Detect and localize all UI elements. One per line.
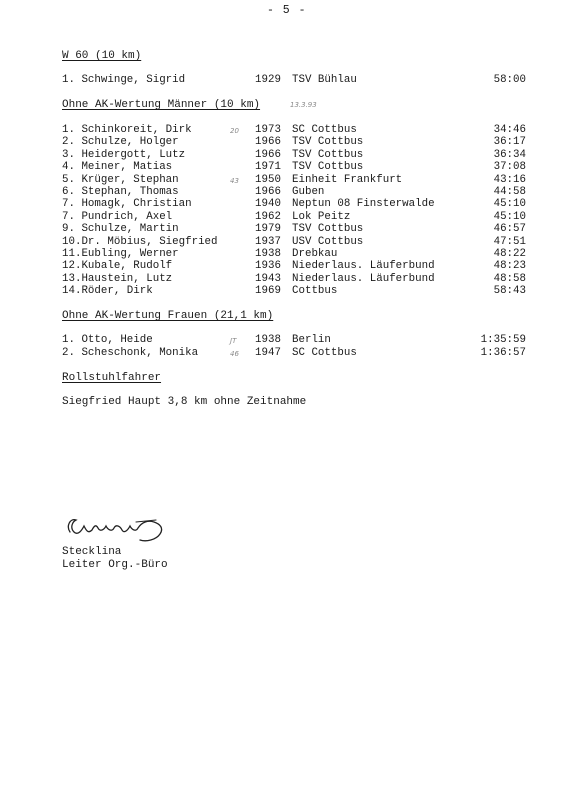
birth-year: 1979	[255, 223, 281, 236]
athlete-name: 3. Heidergott, Lutz	[62, 148, 186, 161]
athlete-name: 1. Schinkoreit, Dirk	[62, 124, 192, 136]
birth-year: 1929	[255, 74, 281, 86]
athlete-name: 1. Otto, Heide	[62, 334, 153, 346]
birth-year: 1966	[255, 148, 281, 161]
handwritten-signature	[64, 508, 184, 548]
birth-year: 1940	[255, 198, 281, 211]
result-row	[0, 273, 526, 286]
result-row	[0, 74, 526, 87]
athlete-name: 1. Schwinge, Sigrid	[62, 74, 186, 86]
birth-year: 1938	[255, 248, 281, 260]
birth-year: 1937	[255, 235, 281, 248]
result-row	[0, 334, 526, 347]
club: TSV Cottbus	[292, 148, 364, 161]
club: Lok Peitz	[292, 210, 351, 223]
athlete-name: 2. Schulze, Holger	[62, 136, 179, 149]
athlete-name: 7. Pundrich, Axel	[62, 210, 173, 223]
athlete-name: 10.Dr. Möbius, Siegfried	[62, 235, 218, 248]
result-row	[0, 211, 526, 224]
club: Cottbus	[292, 285, 338, 298]
club: USV Cottbus	[292, 235, 364, 248]
birth-year: 1969	[255, 285, 281, 298]
birth-year: 1936	[255, 260, 281, 273]
athlete-name: 5. Krüger, Stephan	[62, 173, 179, 186]
club: Einheit Frankfurt	[292, 173, 403, 186]
birth-year: 1966	[255, 136, 281, 149]
club: Neptun 08 Finsterwalde	[292, 198, 435, 211]
birth-year: 1962	[255, 210, 281, 223]
result-row	[0, 124, 526, 137]
signatory-role: Leiter Org.-Büro	[62, 559, 168, 571]
club: TSV Cottbus	[292, 161, 364, 174]
athlete-name: 14.Röder, Dirk	[62, 285, 153, 298]
result-row	[0, 149, 526, 162]
handwritten-mark: 20	[230, 127, 239, 135]
finish-time: 43:16	[493, 173, 526, 186]
finish-time: 45:10	[493, 210, 526, 223]
result-row	[0, 260, 526, 273]
result-row	[0, 186, 526, 199]
finish-time: 1:36:57	[480, 346, 526, 359]
handwritten-date-note: 13.3.93	[290, 101, 317, 109]
finish-time: 34:46	[493, 124, 526, 136]
club: Niederlaus. Läuferbund	[292, 272, 435, 285]
club: Drebkau	[292, 248, 338, 260]
finish-time: 36:17	[493, 136, 526, 149]
birth-year: 1950	[255, 173, 281, 186]
section-title-wheelchair: Rollstuhlfahrer	[62, 372, 162, 384]
athlete-name: 11.Eubling, Werner	[62, 248, 179, 260]
athlete-name: 13.Haustein, Lutz	[62, 272, 173, 285]
result-row	[0, 174, 526, 187]
result-row	[0, 198, 526, 211]
section-title-women: Ohne AK-Wertung Frauen (21,1 km)	[62, 310, 274, 322]
result-row	[0, 285, 526, 298]
athlete-name: 9. Schulze, Martin	[62, 223, 179, 236]
club: TSV Bühlau	[292, 74, 357, 86]
section-title-w60: W 60 (10 km)	[62, 50, 142, 62]
club: TSV Cottbus	[292, 223, 364, 236]
club: TSV Cottbus	[292, 136, 364, 149]
club: SC Cottbus	[292, 124, 357, 136]
page-number: - 5 -	[267, 4, 307, 17]
club: Niederlaus. Läuferbund	[292, 260, 435, 273]
athlete-name: 12.Kubale, Rudolf	[62, 260, 173, 273]
finish-time: 46:57	[493, 223, 526, 236]
signatory-name: Stecklina	[62, 546, 122, 558]
result-row	[0, 236, 526, 249]
handwritten-mark: 43	[230, 176, 239, 185]
club: Guben	[292, 186, 325, 198]
finish-time: 37:08	[493, 161, 526, 174]
finish-time: 45:10	[493, 198, 526, 211]
result-row	[0, 347, 526, 360]
finish-time: 48:23	[493, 260, 526, 273]
handwritten-mark: JT	[230, 337, 237, 345]
result-row	[0, 248, 526, 261]
club: Berlin	[292, 334, 331, 346]
club: SC Cottbus	[292, 346, 357, 359]
finish-time: 1:35:59	[480, 334, 526, 346]
handwritten-mark: 46	[230, 349, 239, 358]
section-title-men: Ohne AK-Wertung Männer (10 km)	[62, 99, 261, 111]
result-row	[0, 136, 526, 149]
athlete-name: 6. Stephan, Thomas	[62, 186, 179, 198]
finish-time: 58:00	[493, 74, 526, 86]
finish-time: 58:43	[493, 285, 526, 298]
athlete-name: 4. Meiner, Matias	[62, 161, 173, 174]
birth-year: 1947	[255, 346, 281, 359]
result-row	[0, 223, 526, 236]
finish-time: 48:22	[493, 248, 526, 260]
finish-time: 44:58	[493, 186, 526, 198]
birth-year: 1943	[255, 272, 281, 285]
finish-time: 36:34	[493, 148, 526, 161]
athlete-name: 2. Scheschonk, Monika	[62, 346, 199, 359]
birth-year: 1973	[255, 124, 281, 136]
birth-year: 1938	[255, 334, 281, 346]
athlete-name: 7. Homagk, Christian	[62, 198, 192, 211]
birth-year: 1966	[255, 186, 281, 198]
wheelchair-entry: Siegfried Haupt 3,8 km ohne Zeitnahme	[62, 396, 307, 408]
birth-year: 1971	[255, 161, 281, 174]
result-row	[0, 161, 526, 174]
finish-time: 48:58	[493, 272, 526, 285]
finish-time: 47:51	[493, 235, 526, 248]
